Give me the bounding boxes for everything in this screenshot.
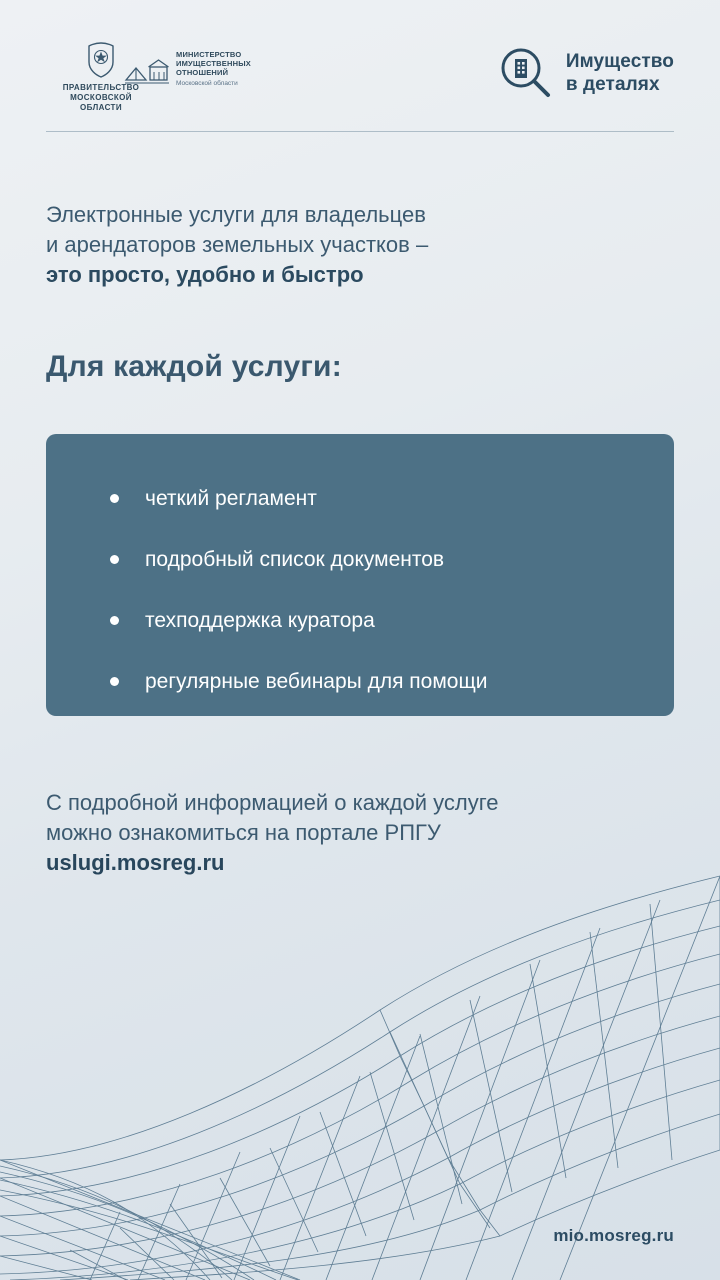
mesh-decoration bbox=[0, 860, 720, 1280]
list-item-label: регулярные вебинары для помощи bbox=[145, 669, 488, 693]
government-logo-line1: ПРАВИТЕЛЬСТВО bbox=[62, 83, 140, 92]
brand-line2: в деталях bbox=[565, 74, 660, 95]
portal-link[interactable]: uslugi.mosreg.ru bbox=[46, 850, 225, 875]
government-logo-line3: ОБЛАСТИ bbox=[80, 103, 122, 112]
ministry-title-line1: МИНИСТЕРСТВО bbox=[176, 50, 242, 59]
intro-line-1: Электронные услуги для владельцев bbox=[46, 202, 426, 227]
bullet-dot-icon bbox=[110, 555, 119, 564]
header-divider bbox=[46, 131, 674, 132]
brand-lockup bbox=[498, 46, 674, 100]
bullet-dot-icon bbox=[110, 616, 119, 625]
ministry-title-line3: ОТНОШЕНИЙ bbox=[176, 68, 229, 77]
list-item-label: четкий регламент bbox=[145, 486, 317, 510]
list-item bbox=[76, 468, 644, 529]
intro-line-2: и арендаторов земельных участков – bbox=[46, 232, 429, 257]
section-title: Для каждой услуги: bbox=[46, 350, 342, 383]
brand-line1: Имущество bbox=[565, 51, 674, 72]
list-item-label: подробный список документов bbox=[145, 547, 445, 571]
bullet-dot-icon bbox=[110, 677, 119, 686]
intro-text bbox=[46, 200, 666, 290]
footer-site-link[interactable]: mio.mosreg.ru bbox=[553, 1226, 674, 1245]
ministry-title-line2: ИМУЩЕСТВЕННЫХ bbox=[176, 59, 251, 68]
intro-line-3: это просто, удобно и быстро bbox=[46, 262, 364, 287]
government-logo-line2: МОСКОВСКОЙ bbox=[70, 93, 132, 102]
list-item bbox=[76, 651, 644, 712]
list-item bbox=[76, 590, 644, 651]
list-item bbox=[76, 529, 644, 590]
ministry-building-icon bbox=[124, 54, 170, 88]
coat-of-arms-icon bbox=[86, 42, 116, 78]
outro-line-2: можно ознакомиться на портале РПГУ bbox=[46, 820, 441, 845]
benefits-panel bbox=[46, 434, 674, 716]
ministry-subtitle: Московской области bbox=[176, 80, 238, 87]
bullet-dot-icon bbox=[110, 494, 119, 503]
outro-line-1: С подробной информацией о каждой услуге bbox=[46, 790, 499, 815]
header bbox=[0, 0, 720, 132]
magnifier-building-icon bbox=[498, 46, 552, 100]
list-item-label: техподдержка куратора bbox=[145, 608, 375, 632]
